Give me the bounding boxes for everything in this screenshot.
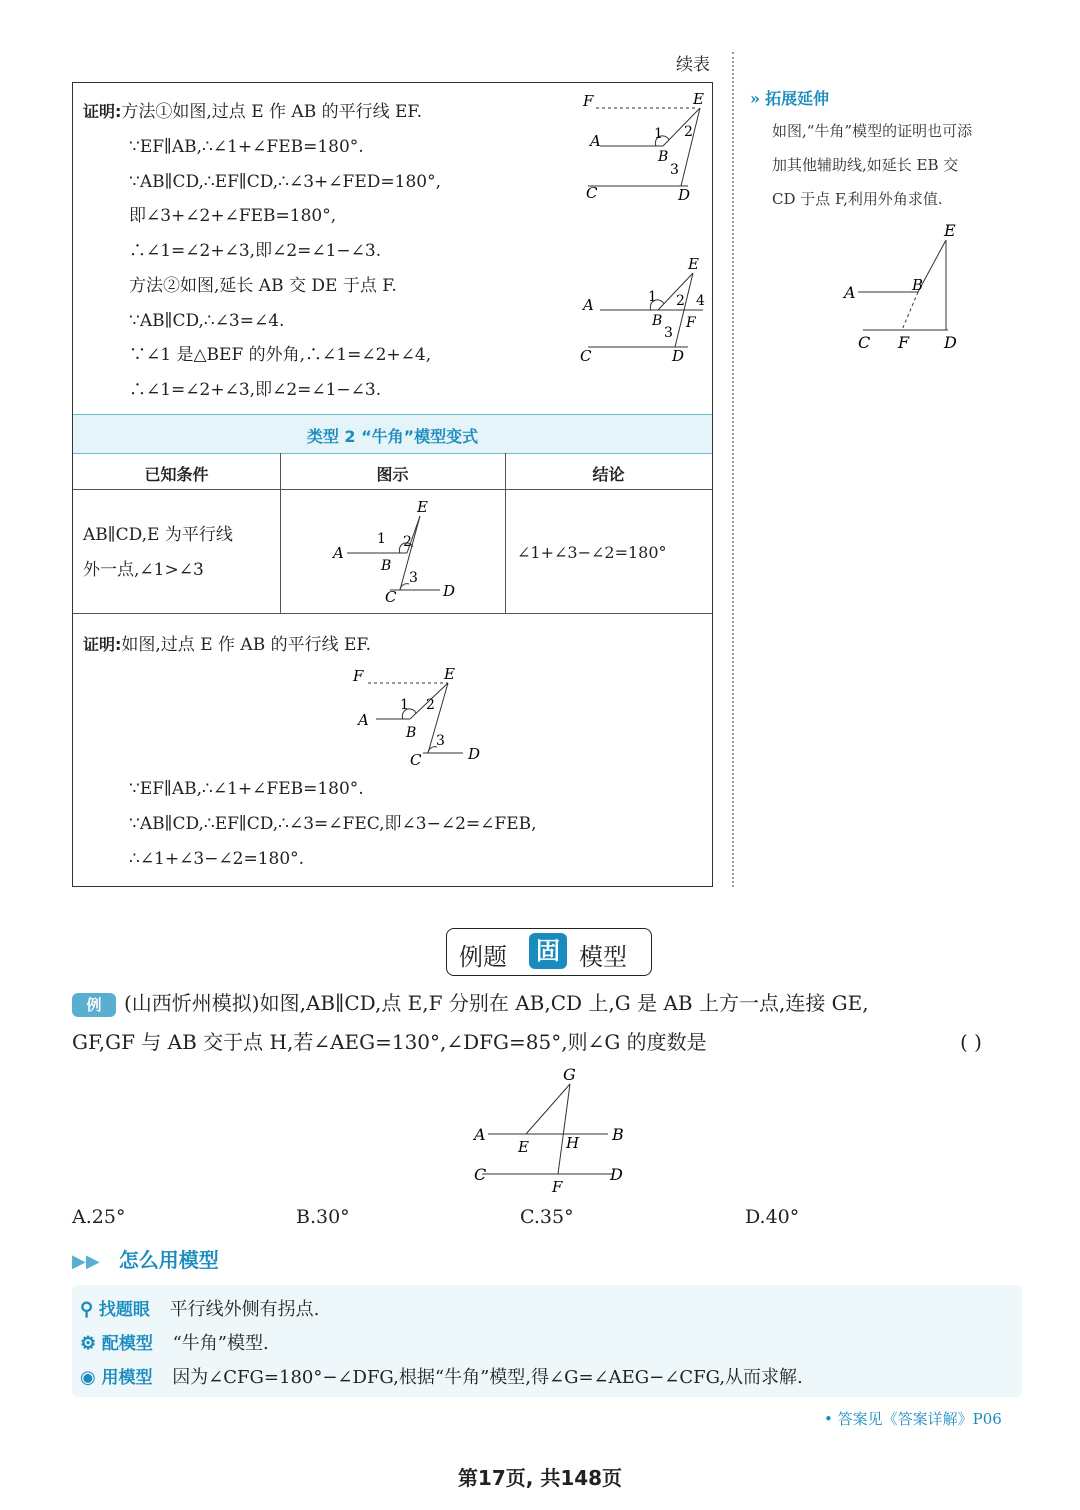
extension-title: 拓展延伸 [765,89,830,108]
extension-line-2: 加其他辅助线,如延长 EB 交 [772,156,959,174]
svg-text:F: F [552,1178,563,1196]
svg-text:B: B [652,313,663,329]
svg-text:A: A [333,544,344,562]
svg-text:G: G [563,1065,576,1084]
page-footer: 第17页, 共148页 [457,1466,623,1490]
gear-icon: ⚙ [80,1333,97,1354]
condition-line-2: 外一点,∠1>∠3 [83,560,204,580]
svg-text:E: E [417,498,428,516]
svg-text:E: E [444,665,455,683]
eye-icon: ◉ [80,1367,96,1388]
proof1-line-7: ∵AB∥CD,∴∠3=∠4. [129,311,285,331]
svg-text:E: E [518,1138,529,1156]
svg-text:H: H [566,1134,580,1152]
how-to-panel [72,1285,1022,1397]
figure-extension [838,220,968,360]
how-to-title: 怎么用模型 [118,1248,219,1272]
answer-parentheses: ( ) [960,1030,982,1054]
label-E: E [693,90,704,108]
model-table-box [72,82,713,887]
label-A: A [590,132,601,150]
svg-text:A: A [358,711,369,729]
header-conditions: 已知条件 [144,465,209,484]
svg-text:3: 3 [664,325,673,341]
table-bottom-divider [73,613,712,614]
how-to-row-3: ◉ 用模型 因为∠CFG=180°−∠DFG,根据“牛角”模型,得∠G=∠AEG−∠CFG,从而求解. [80,1367,803,1388]
option-d[interactable]: D.40° [745,1206,800,1228]
type2-band [73,414,712,454]
svg-text:1: 1 [377,531,386,547]
option-c[interactable]: C.35° [520,1206,574,1228]
proof1-line-4: 即∠3+∠2+∠FEB=180°, [129,206,337,226]
proof1-line-3: ∵AB∥CD,∴EF∥CD,∴∠3+∠FED=180°, [129,172,441,192]
proof2-line-4: ∴∠1+∠3−∠2=180°. [129,849,305,869]
example-tag: 例 [72,993,116,1017]
fast-forward-icon: ▶▶ [72,1251,100,1272]
proof2-line-2: ∵EF∥AB,∴∠1+∠FEB=180°. [129,779,364,799]
double-chevron-icon: » [750,89,760,108]
svg-text:2: 2 [403,534,412,550]
badge-right-text: 模型 [579,943,627,971]
svg-text:1: 1 [654,126,663,142]
svg-text:3: 3 [670,162,679,178]
proof1-line-5: ∴∠1=∠2+∠3,即∠2=∠1−∠3. [129,241,382,261]
svg-text:E: E [688,255,699,273]
badge-icon: 固 [529,933,567,969]
label-B: B [658,149,669,165]
figure-method-1 [578,88,708,208]
svg-text:F: F [686,315,696,331]
svg-text:D: D [610,1165,623,1184]
svg-text:D: D [944,333,957,352]
svg-text:C: C [385,588,397,606]
svg-text:2: 2 [684,124,693,140]
extension-header [750,86,829,109]
proof1-line-9: ∴∠1=∠2+∠3,即∠2=∠1−∠3. [129,380,382,400]
label-C: C [586,184,598,202]
svg-text:3: 3 [436,733,445,749]
svg-text:1: 1 [648,289,657,305]
svg-text:A: A [583,296,594,314]
continued-label: 续表 [676,55,710,75]
extension-line-1: 如图,“牛角”模型的证明也可添 [772,122,973,140]
option-a[interactable]: A.25° [72,1206,126,1228]
svg-text:3: 3 [409,570,418,586]
column-divider [732,52,734,887]
proof1-line-2: ∵EF∥AB,∴∠1+∠FEB=180°. [129,137,364,157]
example-line-2: GF,GF 与 AB 交于点 H,若∠AEG=130°,∠DFG=85°,则∠G 的度数是 [72,1030,707,1054]
svg-text:D: D [468,745,481,763]
section-badge [446,928,652,976]
search-icon: ⚲ [80,1299,94,1320]
proof2-line-1: 证明:如图,过点 E 作 AB 的平行线 EF. [83,635,371,655]
table-header-divider [73,489,712,490]
svg-text:E: E [944,221,956,240]
extension-line-3: CD 于点 F,利用外角求值. [772,190,943,208]
figure-variant [325,498,465,608]
svg-text:C: C [474,1165,487,1184]
svg-text:C: C [858,333,871,352]
header-conclusion: 结论 [592,465,625,484]
option-b[interactable]: B.30° [296,1206,350,1228]
svg-text:C: C [410,751,422,769]
header-figure: 图示 [376,465,409,484]
how-to-row-2: ⚙ 配模型 “牛角”模型. [80,1333,269,1354]
badge-left-text: 例题 [459,943,507,971]
figure-variant-proof [348,661,498,771]
svg-text:D: D [443,582,456,600]
svg-text:1: 1 [400,697,409,713]
how-to-header [72,1244,219,1273]
label-F: F [583,92,594,110]
svg-text:B: B [912,276,924,294]
svg-text:B: B [612,1125,624,1144]
svg-text:2: 2 [676,293,685,309]
svg-text:B: B [381,558,392,574]
conclusion-text: ∠1+∠3−∠2=180° [517,543,667,562]
svg-text:C: C [580,347,592,365]
svg-text:D: D [672,347,685,365]
svg-text:F: F [353,667,364,685]
example-line-1: (山西忻州模拟)如图,AB∥CD,点 E,F 分别在 AB,CD 上,G 是 AB 上方一点,连接 GE, [124,991,869,1015]
proof1-line-6: 方法②如图,延长 AB 交 DE 于点 F. [129,276,397,296]
proof2-line-3: ∵AB∥CD,∴EF∥CD,∴∠3=∠FEC,即∠3−∠2=∠FEB, [129,814,537,834]
svg-text:4: 4 [696,293,705,309]
svg-text:2: 2 [426,697,435,713]
svg-text:A: A [474,1125,486,1144]
svg-text:F: F [898,333,910,352]
proof1-line-8: ∵∠1 是△BEF 的外角,∴∠1=∠2+∠4, [129,345,432,365]
answer-reference: • 答案见《答案详解》P06 [824,1410,1002,1428]
type2-title: 类型 2 “牛角”模型变式 [306,427,479,446]
figure-question [468,1064,638,1199]
svg-text:B: B [406,725,417,741]
how-to-row-1: ⚲ 找题眼 平行线外侧有拐点. [80,1299,320,1320]
figure-method-2 [578,255,708,375]
svg-text:A: A [844,283,856,302]
label-D: D [678,186,691,204]
condition-line-1: AB∥CD,E 为平行线 [83,525,233,545]
proof1-line-1: 证明:方法①如图,过点 E 作 AB 的平行线 EF. [83,102,422,122]
